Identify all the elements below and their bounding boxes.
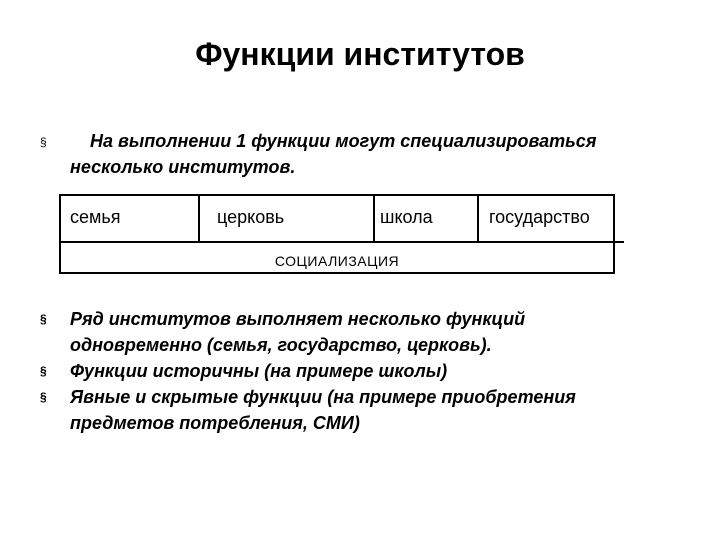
list-item-line-2: предметов потребления, СМИ) xyxy=(70,413,360,433)
list-item xyxy=(40,384,680,436)
bullet-marker: § xyxy=(40,135,47,149)
list-item-line-1: Функции историчны (на примере школы) xyxy=(70,361,448,381)
function-label: СОЦИАЛИЗАЦИЯ xyxy=(274,253,400,269)
list-item-line-1: Ряд институтов выполняет несколько функций xyxy=(70,309,526,329)
institution-cell-church: церковь xyxy=(198,196,373,243)
bullet-marker: § xyxy=(40,364,47,378)
intro-line-1: На выполнении 1 функции могут специализироваться xyxy=(90,131,597,151)
list-item-line-2: одновременно (семья, государство, церковь). xyxy=(70,335,492,355)
list-item-line-1: Явные и скрытые функции (на примере приобретения xyxy=(70,387,576,407)
bullet-marker: § xyxy=(40,390,47,404)
institutions-diagram xyxy=(59,194,615,274)
institution-cell-state: государство xyxy=(477,196,615,243)
slide-title: Функции институтов xyxy=(195,36,525,72)
divider-line xyxy=(59,241,624,243)
intro-text xyxy=(70,128,670,180)
list-item xyxy=(40,358,680,384)
bullet-marker: § xyxy=(40,312,47,326)
bullet-list xyxy=(40,306,680,436)
institution-cell-school: школа xyxy=(373,196,477,243)
list-item xyxy=(40,306,680,358)
institution-cell-family: семья xyxy=(70,207,121,227)
intro-line-2: несколько институтов. xyxy=(70,157,296,177)
